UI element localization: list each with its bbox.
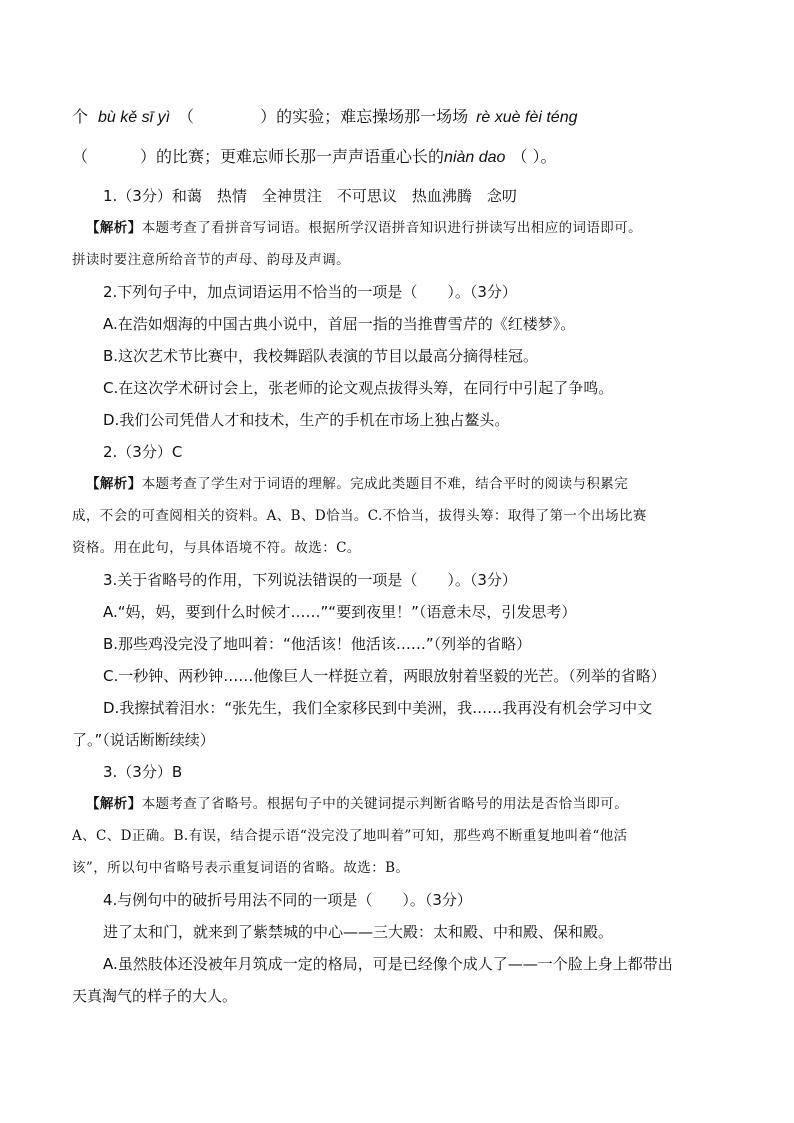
- text-line-1: [72, 106, 578, 129]
- explanation-text: 本题考查了省略号。根据句子中的关键词提示判断省略号的用法是否恰当即可。: [141, 796, 629, 812]
- explanation-2-line-1: [86, 474, 628, 494]
- explanation-3-line-2: A、C、D正确。B.有误，结合提示语“没完没了地叫着”可知，那些鸡不断重复地叫着“他活: [72, 828, 628, 844]
- explanation-text: 本题考查了学生对于词语的理解。完成此类题目不难，结合平时的阅读与积累完: [141, 476, 629, 492]
- question-2-option-b: B.这次艺术节比赛中，我校舞蹈队表演的节目以最高分摘得桂冠。: [103, 347, 539, 365]
- question-4-example: 进了太和门，就来到了紫禁城的中心——三大殿：太和殿、中和殿、保和殿。: [103, 923, 614, 941]
- explanation-tag: 【解析】: [86, 796, 142, 812]
- question-2-option-d: D.我们公司凭借人才和技术，生产的手机在市场上独占鳌头。: [103, 411, 510, 429]
- paren-close: ）: [140, 147, 157, 166]
- explanation-3-line-1: [86, 794, 628, 814]
- question-3-option-d-line-2: 了。”（说话断断续续）: [72, 731, 215, 749]
- paren-close: ）: [260, 107, 277, 126]
- line-text: 的实验；难忘操场那一场场: [276, 107, 469, 126]
- explanation-1-line-1: [86, 218, 642, 238]
- explanation-text: 本题考查了看拼音写词语。根据所学汉语拼音知识进行拼读写出相应的词语即可。: [141, 220, 643, 236]
- pinyin: rè xuè fèi téng: [476, 109, 578, 126]
- text-line-2: [72, 146, 557, 169]
- question-3-stem: 3.关于省略号的作用，下列说法错误的一项是（ ）。（3分）: [103, 571, 517, 589]
- explanation-tag: 【解析】: [86, 220, 142, 236]
- question-3-option-d-line-1: D.我擦拭着泪水：“张先生，我们全家移民到中美洲，我……我再没有机会学习中文: [103, 699, 653, 717]
- explanation-tag: 【解析】: [86, 476, 142, 492]
- answer-1: 1.（3分）和蔼 热情 全神贯注 不可思议 热血沸腾 念叨: [103, 187, 517, 205]
- question-2-option-c: C.在这次学术研讨会上，张老师的论文观点拔得头筹，在同行中引起了争鸣。: [103, 379, 614, 397]
- question-2-option-a: A.在浩如烟海的中国古典小说中，首屈一指的当推曹雪芹的《红楼梦》。: [103, 315, 576, 333]
- question-3-option-c: C.一秒钟、两秒钟……他像巨人一样挺立着，两眼放射着坚毅的光芒。（列举的省略）: [103, 667, 666, 685]
- question-3-option-b: B.那些鸡没完没了地叫着：“他活该！他活该……”（列举的省略）: [103, 635, 532, 653]
- line-end: 。: [540, 147, 557, 166]
- explanation-2-line-3: 资格。用在此句，与具体语境不符。故选：C。: [72, 540, 361, 556]
- line-text: 的比赛；更难忘师长那一声声语重心长的: [156, 147, 445, 166]
- answer-3: 3.（3分）B: [103, 763, 183, 781]
- paren-open: （: [178, 107, 195, 126]
- question-4-option-a-line-2: 天真淘气的样子的大人。: [72, 987, 238, 1005]
- explanation-3-line-3: 该”，所以句中省略号表示重复词语的省略。故选：B。: [72, 860, 410, 876]
- line-text: 个: [72, 107, 89, 126]
- question-3-option-a: A.“妈，妈，要到什么时候才……”“要到夜里！”（语意未尽，引发思考）: [103, 603, 577, 621]
- question-2-stem: 2.下列句子中，加点词语运用不恰当的一项是（ ）。（3分）: [103, 283, 517, 301]
- paren-open: （: [72, 147, 89, 166]
- pinyin: bù kě sī yì: [98, 109, 171, 126]
- explanation-1-line-2: 拼读时要注意所给音节的声母、韵母及声调。: [72, 252, 350, 268]
- explanation-2-line-2: 成，不会的可查阅相关的资料。A、B、D恰当。C.不恰当，拔得头筹：取得了第一个出场比赛: [72, 508, 647, 524]
- paren-blank: （ ）: [511, 147, 541, 166]
- question-4-stem: 4.与例句中的破折号用法不同的一项是（ ）。（3分）: [103, 891, 472, 909]
- question-4-option-a-line-1: A.虽然肢体还没被年月筑成一定的格局，可是已经像个成人了——一个脸上身上都带出: [103, 955, 673, 973]
- pinyin: niàn dao: [444, 149, 506, 166]
- answer-2: 2.（3分）C: [103, 443, 183, 461]
